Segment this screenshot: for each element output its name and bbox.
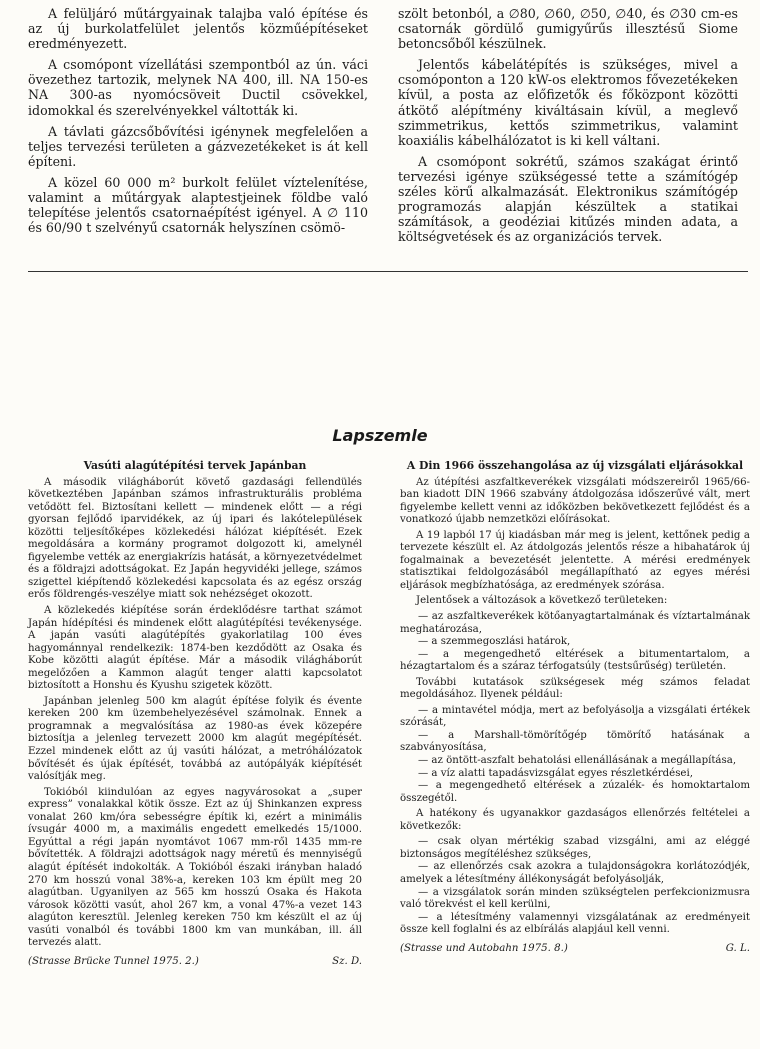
list-item: — csak olyan mértékig szabad vizsgálni, ami az eléggé biztonságos megítéléshez szükséges, [400,836,750,860]
list-item: — a mintavétel módja, mert az befolyásolja a vizsgálati értékek szórását, [400,704,750,729]
author-initials: G. L. [725,942,750,954]
paragraph: A csomópont vízellátási szempontból az ún. váci övezethez tartozik, melynek NA 400, ill. NA 150-es NA 300-as nyomócsöveit Ductil csövekkel, idomokkal és szerelvényekkel váltották ki. [28,57,368,118]
list-item: — a szemmegoszlási határok, [418,636,571,648]
paragraph: Az útépítési aszfaltkeverékek vizsgálati módszereiről 1965/66-ban kiadott DIN 1966 szabvány átdolgozása időszerűvé vált, mert figyelembe kellett venni az időközben bekövetkezett fejlődést és a vonatkozó újabb nemzetközi előírásokat. [400,476,750,526]
list-item: — a vizsgálatok során minden szükségtelen perfekcionizmusra való törekvést el kell kerülni, [400,886,750,911]
paragraph: A csomópont sokrétű, számos szakágat érintő tervezési igénye szükségessé tette a számítógép széles körű alkalmazását. Elektronikus számítógép programozás alapján készültek a statikai számítások, a geodéziai kitűzés minden adata, a költségvetések és az organizációs tervek. [398,153,738,245]
paragraph: A 19 lapból 17 új kiadásban már meg is jelent, kettőnek pedig a tervezete készült el. Az átdolgozás jelentős része a hibahatárok új fogalmainak a bevezetését jelentette. A mérési eredmények statisztikai feldolgozásából megállapítható az egyes mérési eljárások megbízhatósága, az eredmények szórása. [400,529,750,591]
list-item: — a víz alatti tapadásvizsgálat egyes részletkérdései, [418,767,693,779]
paragraph: Jelentős kábelátépítés is szükséges, mivel a csomóponton a 120 kW-os elektromos fővezetékeken kívül, a posta az előfizetők és főközpont közötti átkötő alépítmény kiváltásain kívül, a meglevő szimmetrikus, kettős szimmetrikus, valamint koaxiális kábelhálózatot is ki kell váltani. [398,57,738,148]
author-initials: Sz. D. [332,955,362,967]
paragraph: A felüljáró műtárgyainak talajba való építése és az új burkolatfelület jelentős közműépítéseket eredményezett. [28,6,368,52]
list-item: — a megengedhető eltérések a bitumentartalom, a hézagtartalom és a száraz térfogatsúly (testsűrűség) területén. [400,648,750,673]
paragraph: A hatékony és ugyanakkor gazdaságos ellenőrzés feltételei a következők: [400,808,750,832]
paragraph: A közlekedés kiépítése során érdeklődésre tarthat számot Japán hídépítési és mindenek előtt alagútépítési tevékenysége. A japán vasúti alagútépítés gyakorlatilag 100 éves hagyománnyal rendelkezik: 1874-ben kezdődött az Osaka és Kobe közötti alagút építése. Már a második világháborút megelőzően a Kammon alagút tenger alatti kapcsolatot biztosított a Honshu és Kyushu szigetek között. [28,605,362,692]
paragraph: szölt betonból, a ∅80, ∅60, ∅50, ∅40, és ∅30 cm-es csatornák gördülő gumigyűrűs illesztésű Siome betoncsőből készülnek. [398,6,738,52]
source-citation: (Strasse und Autobahn 1975. 8.) [400,942,568,954]
top-left-column [28,6,368,241]
list-item: — a létesítmény valamennyi vizsgálatának az eredményeit össze kell foglalni és az elbírálás alapjául kell venni. [400,911,750,936]
article-source [28,956,362,969]
paragraph: A második világháborút követő gazdasági fellendülés következtében Japánban számos infrastrukturális probléma vetődött fel. Biztosítani kellett — mindenek előtt — a régi gyorsan fejlődő iparvidékek, az új ipari és lakótelepülések közötti teljesítőképes közlekedési hálózat kiépítését. Ezek megoldására a kormány programot dolgozott ki, amelynél figyelembe vették az energiakrízis hatását, a környezetvédelmet és a földrajzi adottságokat. Ez Japán hegyvidéki jellege, számos szigettel kiépítendő közlekedési kapcsolata és az egész ország erős földrengés-veszélye miatt sok nehézséget okozott. [28,476,362,601]
right-article [400,460,750,955]
list-item: — az öntött-aszfalt behatolási ellenállásának a megállapítása, [418,755,737,767]
paragraph: További kutatások szükségesek még számos feladat megoldásához. Ilyenek például: [400,676,750,701]
article-title: Vasúti alagútépítési tervek Japánban [83,459,307,472]
list-item: — az aszfaltkeverékek kötőanyagtartalmának és víztartalmának meghatározása, [400,611,750,635]
section-divider [28,271,748,272]
paragraph: Japánban jelenleg 500 km alagút építése folyik és évente kereken 200 km üzembehelyezésével számolnak. Ennek a programnak a megvalósítása az 1980-as évek közepére biztosítja a jelenleg tervezett 2000 km alagút megépítését. Ezzel mindenek előtt az új vasúti hálózat, a metróhálózatok bővítését és újak építését, továbbá az autópályák kiépítését valósítják meg. [28,695,362,783]
left-article [28,460,362,968]
article-title: A Din 1966 összehangolása az új vizsgálati eljárásokkal [406,459,744,472]
paragraph: A közel 60 000 m² burkolt felület víztelenítése, valamint a műtárgyak alaptestjeinek földbe való telepítése jelentős csatornaépítést igényel. A ∅ 110 és 60/90 t szelvényű csatornák helyszínen csömö- [28,174,368,236]
list-item: — a megengedhető eltérések a zúzalék- és homoktartalom összegétől. [400,780,750,804]
top-right-column [398,6,738,250]
paragraph: A távlati gázcsőbővítési igénynek megfelelően a teljes tervezési területen a gázvezetékeket is át kell építeni. [28,123,368,169]
source-citation: (Strasse Brücke Tunnel 1975. 2.) [28,955,199,967]
paragraph: Jelentősek a változások a következő területeken: [416,595,668,607]
article-source [400,943,750,956]
list-item: — az ellenőrzés csak azokra a tulajdonságokra korlátozódjék, amelyek a létesítmény állékonyságát befolyásolják, [400,861,750,885]
paragraph: Tokióból kiindulóan az egyes nagyvárosokat a „super express” vonalakkal kötik össze. Ezt az új Shinkanzen express vonalat 260 km/óra sebességre építik ki, ezért a minimális ívsugár 4000 m, a maximális engedett emelkedés 15/1000. Egyúttal a régi japán nyomtávot 1067 mm-ről 1435 mm-re bővítették. A földrajzi adottságok nagy méretű és mennyiségű alagút építését indokolták. A Tokióból északi irányban haladó 270 km hosszú vonal 38%-a, kereken 103 km épült meg 20 alagútban. Ugyanilyen az 565 km hosszú Osaka és Hakota városok közötti vasút, ahol 267 km, a vonal 47%-a vezet 143 alagúton keresztül. Jelenleg kereken 750 km készült el az új vasúti vonalból és további 1800 km van munkában, ill. áll tervezés alatt. [28,786,362,949]
list-item: — a Marshall-tömörítőgép tömörítő hatásának a szabványosítása, [400,729,750,754]
section-title: Lapszemle [332,426,428,445]
